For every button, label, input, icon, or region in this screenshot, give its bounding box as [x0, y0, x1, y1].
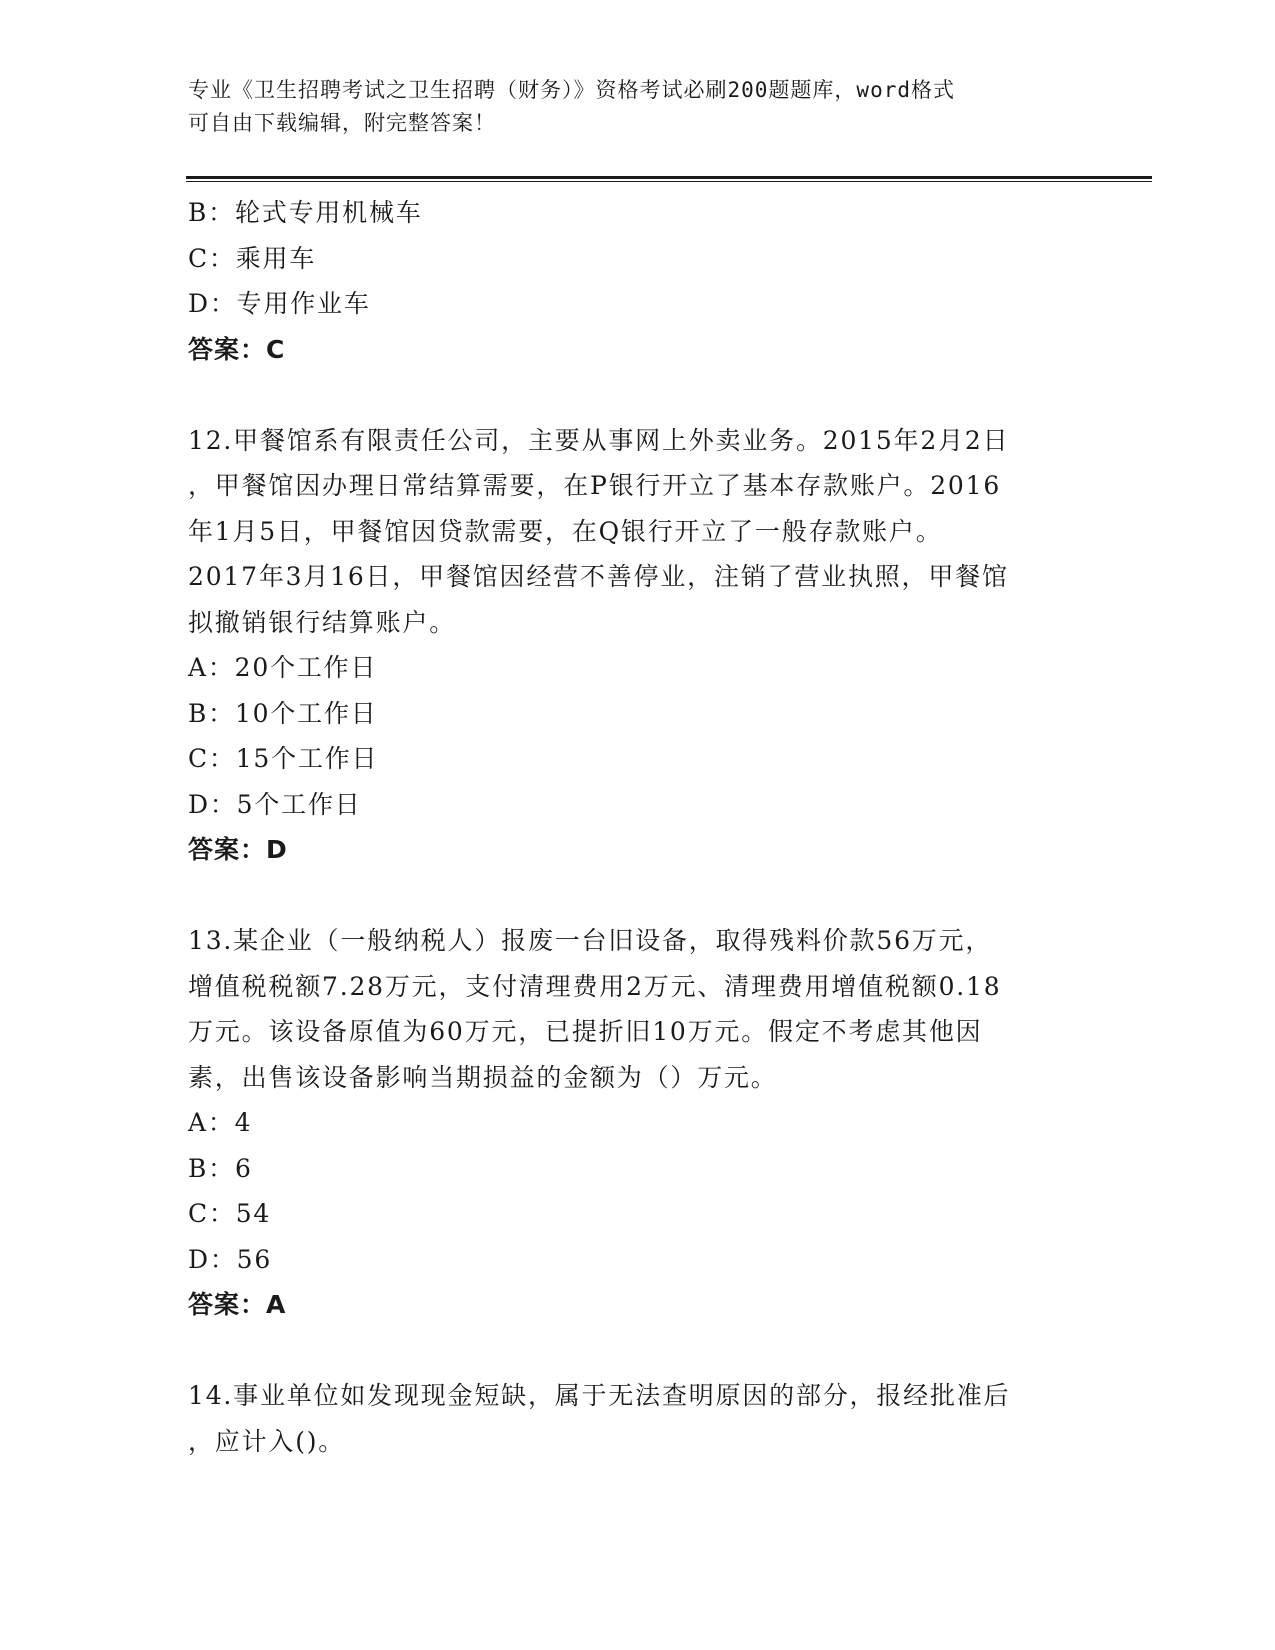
option-b: B：10个工作日 [188, 698, 378, 728]
question-stem-line: 12.甲餐馆系有限责任公司，主要从事网上外卖业务。2015年2月2日 [188, 425, 1010, 455]
header-title-line-2: 可自由下载编辑，附完整答案！ [188, 111, 496, 135]
question-stem-line: 拟撤销银行结算账户。 [188, 607, 457, 637]
question-stem-line: 素，出售该设备影响当期损益的金额为（）万元。 [188, 1062, 778, 1092]
option-a: A：20个工作日 [188, 653, 378, 682]
spacer [188, 873, 1088, 919]
option-b: B：轮式专用机械车 [188, 198, 423, 227]
question-11 [188, 190, 1088, 372]
answer: 答案：A [188, 1290, 287, 1319]
question-stem-line: ，应计入()。 [188, 1426, 346, 1456]
question-stem-line: 2017年3月16日，甲餐馆因经营不善停业，注销了营业执照，甲餐馆 [188, 562, 1009, 591]
option-b: B：6 [188, 1153, 253, 1183]
answer: 答案：C [188, 334, 286, 364]
option-c: C：15个工作日 [188, 744, 379, 773]
spacer [188, 1328, 1088, 1374]
header-title-line-1: 专业《卫生招聘考试之卫生招聘（财务）》资格考试必刷200题题库，word格式 [188, 78, 955, 102]
question-12 [188, 418, 1088, 873]
question-14 [188, 1373, 1088, 1464]
header-divider-thick [186, 176, 1152, 179]
answer: 答案：D [188, 835, 288, 864]
option-d: D：5个工作日 [188, 789, 362, 819]
option-a: A：4 [188, 1108, 253, 1137]
question-stem-line: 年1月5日，甲餐馆因贷款需要，在Q银行开立了一般存款账户。 [188, 516, 943, 546]
option-c: C：54 [188, 1199, 272, 1228]
question-stem-line: 14.事业单位如发现现金短缺，属于无法查明原因的部分，报经批准后 [188, 1381, 1011, 1410]
option-d: D：专用作业车 [188, 289, 371, 318]
page-header [188, 74, 1088, 140]
question-stem-line: 万元。该设备原值为60万元，已提折旧10万元。假定不考虑其他因 [188, 1017, 983, 1046]
option-d: D：56 [188, 1244, 273, 1274]
question-13 [188, 918, 1088, 1328]
header-divider-thin [186, 181, 1152, 182]
question-stem-line: 增值税税额7.28万元，支付清理费用2万元、清理费用增值税额0.18 [188, 971, 1002, 1001]
question-stem-line: ，甲餐馆因办理日常结算需要，在P银行开立了基本存款账户。2016 [188, 471, 1002, 500]
spacer [188, 372, 1088, 418]
option-c: C：乘用车 [188, 243, 317, 273]
question-stem-line: 13.某企业（一般纳税人）报废一台旧设备，取得残料价款56万元， [188, 926, 993, 955]
document-body [188, 190, 1088, 1464]
